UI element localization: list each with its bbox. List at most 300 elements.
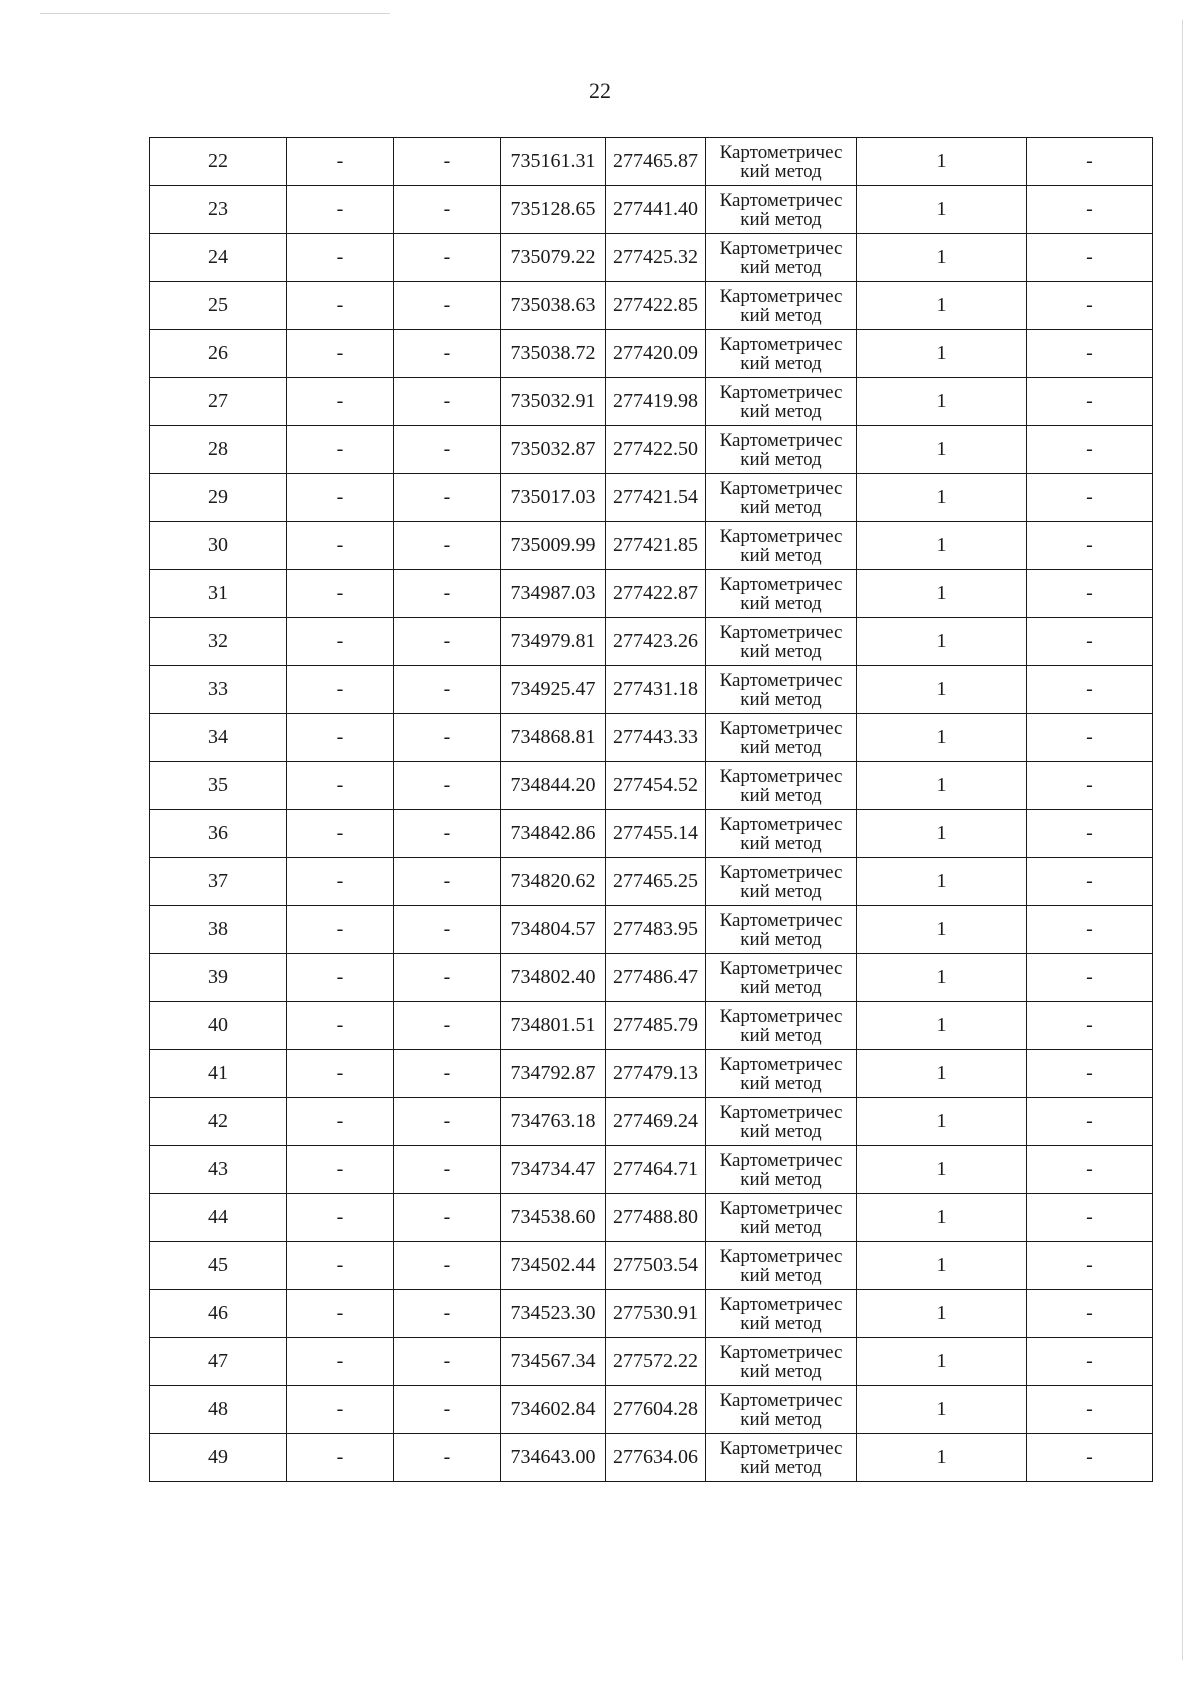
dash-cell-col2: - <box>287 906 394 954</box>
method-text-line2: кий метод <box>740 448 822 470</box>
dash-cell-col3: - <box>394 330 501 378</box>
method-cell <box>706 330 857 378</box>
table-row <box>150 1146 1153 1194</box>
dash-cell-col3: - <box>394 1146 501 1194</box>
method-cell <box>706 906 857 954</box>
y-coordinate-cell: 277423.26 <box>606 618 706 666</box>
method-text-line1: Картометричес <box>719 237 843 259</box>
table-row <box>150 1242 1153 1290</box>
method-text-line2: кий метод <box>740 1408 822 1430</box>
description-cell: - <box>1027 282 1153 330</box>
table-row <box>150 714 1153 762</box>
point-number-cell: 48 <box>150 1386 287 1434</box>
method-text-line1: Картометричес <box>719 1341 843 1363</box>
method-cell <box>706 810 857 858</box>
y-coordinate-cell: 277503.54 <box>606 1242 706 1290</box>
table-row <box>150 1290 1153 1338</box>
table-row <box>150 1386 1153 1434</box>
x-coordinate-cell: 735032.91 <box>501 378 606 426</box>
method-text-line2: кий метод <box>740 208 822 230</box>
method-text-line2: кий метод <box>740 1312 822 1334</box>
dash-cell-col3: - <box>394 570 501 618</box>
page-number: 22 <box>589 78 611 103</box>
dash-cell-col2: - <box>287 1146 394 1194</box>
point-number-cell: 43 <box>150 1146 287 1194</box>
accuracy-cell: 1 <box>857 666 1027 714</box>
y-coordinate-cell: 277486.47 <box>606 954 706 1002</box>
description-cell: - <box>1027 954 1153 1002</box>
method-text-line2: кий метод <box>740 496 822 518</box>
dash-cell-col3: - <box>394 426 501 474</box>
x-coordinate-cell: 734523.30 <box>501 1290 606 1338</box>
point-number-cell: 39 <box>150 954 287 1002</box>
y-coordinate-cell: 277488.80 <box>606 1194 706 1242</box>
table-row <box>150 954 1153 1002</box>
dash-cell-col2: - <box>287 858 394 906</box>
dash-cell-col2: - <box>287 618 394 666</box>
dash-cell-col2: - <box>287 570 394 618</box>
accuracy-cell: 1 <box>857 762 1027 810</box>
accuracy-cell: 1 <box>857 858 1027 906</box>
description-cell: - <box>1027 474 1153 522</box>
dash-cell-col2: - <box>287 1434 394 1482</box>
y-coordinate-cell: 277443.33 <box>606 714 706 762</box>
method-cell <box>706 570 857 618</box>
dash-cell-col3: - <box>394 1290 501 1338</box>
dash-cell-col2: - <box>287 474 394 522</box>
dash-cell-col2: - <box>287 1386 394 1434</box>
y-coordinate-cell: 277431.18 <box>606 666 706 714</box>
table-row <box>150 474 1153 522</box>
description-cell: - <box>1027 906 1153 954</box>
x-coordinate-cell: 734842.86 <box>501 810 606 858</box>
accuracy-cell: 1 <box>857 570 1027 618</box>
method-text-line1: Картометричес <box>719 1149 843 1171</box>
point-number-cell: 35 <box>150 762 287 810</box>
method-text-line2: кий метод <box>740 832 822 854</box>
point-number-cell: 46 <box>150 1290 287 1338</box>
point-number-cell: 22 <box>150 138 287 186</box>
method-cell <box>706 426 857 474</box>
y-coordinate-cell: 277454.52 <box>606 762 706 810</box>
point-number-cell: 49 <box>150 1434 287 1482</box>
point-number-cell: 32 <box>150 618 287 666</box>
point-number-cell: 25 <box>150 282 287 330</box>
right-margin-rule <box>1182 20 1183 1660</box>
method-cell <box>706 1242 857 1290</box>
method-text-line2: кий метод <box>740 1360 822 1382</box>
dash-cell-col2: - <box>287 282 394 330</box>
accuracy-cell: 1 <box>857 330 1027 378</box>
method-cell <box>706 1050 857 1098</box>
y-coordinate-cell: 277483.95 <box>606 906 706 954</box>
description-cell: - <box>1027 234 1153 282</box>
description-cell: - <box>1027 522 1153 570</box>
accuracy-cell: 1 <box>857 522 1027 570</box>
method-text-line1: Картометричес <box>719 717 843 739</box>
point-number-cell: 42 <box>150 1098 287 1146</box>
description-cell: - <box>1027 762 1153 810</box>
x-coordinate-cell: 735161.31 <box>501 138 606 186</box>
accuracy-cell: 1 <box>857 1386 1027 1434</box>
y-coordinate-cell: 277425.32 <box>606 234 706 282</box>
y-coordinate-cell: 277465.87 <box>606 138 706 186</box>
method-text-line1: Картометричес <box>719 1293 843 1315</box>
method-text-line2: кий метод <box>740 928 822 950</box>
accuracy-cell: 1 <box>857 1242 1027 1290</box>
x-coordinate-cell: 734868.81 <box>501 714 606 762</box>
point-number-cell: 34 <box>150 714 287 762</box>
accuracy-cell: 1 <box>857 474 1027 522</box>
method-text-line1: Картометричес <box>719 1053 843 1075</box>
dash-cell-col2: - <box>287 1194 394 1242</box>
method-text-line2: кий метод <box>740 1456 822 1478</box>
method-text-line2: кий метод <box>740 640 822 662</box>
description-cell: - <box>1027 138 1153 186</box>
table-row <box>150 330 1153 378</box>
dash-cell-col2: - <box>287 1050 394 1098</box>
accuracy-cell: 1 <box>857 1050 1027 1098</box>
table-row <box>150 810 1153 858</box>
dash-cell-col3: - <box>394 666 501 714</box>
description-cell: - <box>1027 1434 1153 1482</box>
point-number-cell: 44 <box>150 1194 287 1242</box>
method-cell <box>706 762 857 810</box>
table-row <box>150 426 1153 474</box>
dash-cell-col2: - <box>287 234 394 282</box>
accuracy-cell: 1 <box>857 954 1027 1002</box>
x-coordinate-cell: 734734.47 <box>501 1146 606 1194</box>
method-text-line1: Картометричес <box>719 957 843 979</box>
y-coordinate-cell: 277634.06 <box>606 1434 706 1482</box>
x-coordinate-cell: 735032.87 <box>501 426 606 474</box>
description-cell: - <box>1027 378 1153 426</box>
method-text-line2: кий метод <box>740 1072 822 1094</box>
dash-cell-col3: - <box>394 810 501 858</box>
x-coordinate-cell: 734643.00 <box>501 1434 606 1482</box>
y-coordinate-cell: 277469.24 <box>606 1098 706 1146</box>
table-row <box>150 138 1153 186</box>
dash-cell-col2: - <box>287 378 394 426</box>
method-text-line1: Картометричес <box>719 285 843 307</box>
x-coordinate-cell: 735128.65 <box>501 186 606 234</box>
dash-cell-col3: - <box>394 1434 501 1482</box>
method-text-line2: кий метод <box>740 400 822 422</box>
description-cell: - <box>1027 666 1153 714</box>
accuracy-cell: 1 <box>857 714 1027 762</box>
accuracy-cell: 1 <box>857 1146 1027 1194</box>
dash-cell-col3: - <box>394 1194 501 1242</box>
table-row <box>150 1002 1153 1050</box>
dash-cell-col3: - <box>394 858 501 906</box>
method-cell <box>706 1290 857 1338</box>
dash-cell-col3: - <box>394 378 501 426</box>
dash-cell-col2: - <box>287 714 394 762</box>
dash-cell-col2: - <box>287 330 394 378</box>
method-cell <box>706 858 857 906</box>
method-text-line2: кий метод <box>740 160 822 182</box>
x-coordinate-cell: 734567.34 <box>501 1338 606 1386</box>
accuracy-cell: 1 <box>857 1098 1027 1146</box>
y-coordinate-cell: 277421.54 <box>606 474 706 522</box>
table-row <box>150 858 1153 906</box>
accuracy-cell: 1 <box>857 1290 1027 1338</box>
method-text-line1: Картометричес <box>719 621 843 643</box>
x-coordinate-cell: 735038.63 <box>501 282 606 330</box>
table-row <box>150 1338 1153 1386</box>
y-coordinate-cell: 277422.87 <box>606 570 706 618</box>
method-text-line2: кий метод <box>740 1264 822 1286</box>
point-number-cell: 31 <box>150 570 287 618</box>
y-coordinate-cell: 277572.22 <box>606 1338 706 1386</box>
y-coordinate-cell: 277455.14 <box>606 810 706 858</box>
description-cell: - <box>1027 1242 1153 1290</box>
method-cell <box>706 666 857 714</box>
method-text-line1: Картометричес <box>719 525 843 547</box>
dash-cell-col2: - <box>287 426 394 474</box>
method-cell <box>706 282 857 330</box>
method-cell <box>706 1002 857 1050</box>
accuracy-cell: 1 <box>857 234 1027 282</box>
method-cell <box>706 186 857 234</box>
y-coordinate-cell: 277422.85 <box>606 282 706 330</box>
point-number-cell: 40 <box>150 1002 287 1050</box>
method-text-line2: кий метод <box>740 1024 822 1046</box>
top-rule <box>40 13 390 14</box>
y-coordinate-cell: 277441.40 <box>606 186 706 234</box>
dash-cell-col2: - <box>287 810 394 858</box>
method-cell <box>706 714 857 762</box>
accuracy-cell: 1 <box>857 426 1027 474</box>
method-text-line1: Картометричес <box>719 669 843 691</box>
table-row <box>150 1434 1153 1482</box>
x-coordinate-cell: 734979.81 <box>501 618 606 666</box>
x-coordinate-cell: 735009.99 <box>501 522 606 570</box>
y-coordinate-cell: 277464.71 <box>606 1146 706 1194</box>
y-coordinate-cell: 277419.98 <box>606 378 706 426</box>
method-text-line1: Картометричес <box>719 861 843 883</box>
dash-cell-col3: - <box>394 906 501 954</box>
point-number-cell: 28 <box>150 426 287 474</box>
accuracy-cell: 1 <box>857 810 1027 858</box>
table-row <box>150 906 1153 954</box>
table-row <box>150 1098 1153 1146</box>
description-cell: - <box>1027 858 1153 906</box>
x-coordinate-cell: 734804.57 <box>501 906 606 954</box>
point-number-cell: 24 <box>150 234 287 282</box>
table-row <box>150 522 1153 570</box>
method-text-line1: Картометричес <box>719 429 843 451</box>
dash-cell-col3: - <box>394 138 501 186</box>
description-cell: - <box>1027 186 1153 234</box>
x-coordinate-cell: 734763.18 <box>501 1098 606 1146</box>
method-text-line1: Картометричес <box>719 813 843 835</box>
table-row <box>150 186 1153 234</box>
method-cell <box>706 618 857 666</box>
point-number-cell: 37 <box>150 858 287 906</box>
dash-cell-col2: - <box>287 138 394 186</box>
method-cell <box>706 954 857 1002</box>
method-text-line1: Картометричес <box>719 333 843 355</box>
point-number-cell: 27 <box>150 378 287 426</box>
dash-cell-col2: - <box>287 186 394 234</box>
method-text-line1: Картометричес <box>719 1101 843 1123</box>
x-coordinate-cell: 734925.47 <box>501 666 606 714</box>
table-row <box>150 666 1153 714</box>
method-text-line2: кий метод <box>740 1168 822 1190</box>
x-coordinate-cell: 734802.40 <box>501 954 606 1002</box>
dash-cell-col3: - <box>394 954 501 1002</box>
point-number-cell: 29 <box>150 474 287 522</box>
method-cell <box>706 234 857 282</box>
method-cell <box>706 1146 857 1194</box>
method-cell <box>706 1338 857 1386</box>
dash-cell-col2: - <box>287 1098 394 1146</box>
dash-cell-col2: - <box>287 1338 394 1386</box>
table-row <box>150 282 1153 330</box>
description-cell: - <box>1027 1386 1153 1434</box>
method-cell <box>706 378 857 426</box>
method-text-line2: кий метод <box>740 592 822 614</box>
description-cell: - <box>1027 1338 1153 1386</box>
method-text-line2: кий метод <box>740 304 822 326</box>
table-row <box>150 378 1153 426</box>
y-coordinate-cell: 277530.91 <box>606 1290 706 1338</box>
description-cell: - <box>1027 1002 1153 1050</box>
description-cell: - <box>1027 570 1153 618</box>
coordinates-table <box>149 137 1153 1482</box>
method-text-line1: Картометричес <box>719 573 843 595</box>
method-text-line1: Картометричес <box>719 909 843 931</box>
dash-cell-col3: - <box>394 618 501 666</box>
description-cell: - <box>1027 1290 1153 1338</box>
method-cell <box>706 522 857 570</box>
method-text-line1: Картометричес <box>719 765 843 787</box>
y-coordinate-cell: 277604.28 <box>606 1386 706 1434</box>
method-text-line1: Картометричес <box>719 1245 843 1267</box>
method-text-line2: кий метод <box>740 784 822 806</box>
method-text-line1: Картометричес <box>719 1005 843 1027</box>
method-text-line2: кий метод <box>740 688 822 710</box>
description-cell: - <box>1027 1050 1153 1098</box>
point-number-cell: 36 <box>150 810 287 858</box>
dash-cell-col3: - <box>394 474 501 522</box>
accuracy-cell: 1 <box>857 378 1027 426</box>
method-text-line2: кий метод <box>740 352 822 374</box>
table-row <box>150 570 1153 618</box>
point-number-cell: 41 <box>150 1050 287 1098</box>
y-coordinate-cell: 277420.09 <box>606 330 706 378</box>
method-text-line1: Картометричес <box>719 381 843 403</box>
accuracy-cell: 1 <box>857 1434 1027 1482</box>
description-cell: - <box>1027 714 1153 762</box>
dash-cell-col3: - <box>394 1242 501 1290</box>
method-cell <box>706 138 857 186</box>
y-coordinate-cell: 277479.13 <box>606 1050 706 1098</box>
point-number-cell: 38 <box>150 906 287 954</box>
method-text-line2: кий метод <box>740 976 822 998</box>
table-row <box>150 1194 1153 1242</box>
method-text-line2: кий метод <box>740 256 822 278</box>
table-row <box>150 618 1153 666</box>
point-number-cell: 30 <box>150 522 287 570</box>
method-cell <box>706 1194 857 1242</box>
description-cell: - <box>1027 618 1153 666</box>
x-coordinate-cell: 734502.44 <box>501 1242 606 1290</box>
table-row <box>150 234 1153 282</box>
method-cell <box>706 1434 857 1482</box>
y-coordinate-cell: 277421.85 <box>606 522 706 570</box>
point-number-cell: 23 <box>150 186 287 234</box>
dash-cell-col3: - <box>394 1002 501 1050</box>
accuracy-cell: 1 <box>857 138 1027 186</box>
method-text-line1: Картометричес <box>719 1437 843 1459</box>
accuracy-cell: 1 <box>857 1338 1027 1386</box>
x-coordinate-cell: 734792.87 <box>501 1050 606 1098</box>
x-coordinate-cell: 734801.51 <box>501 1002 606 1050</box>
method-text-line2: кий метод <box>740 880 822 902</box>
accuracy-cell: 1 <box>857 1002 1027 1050</box>
accuracy-cell: 1 <box>857 282 1027 330</box>
table-row <box>150 762 1153 810</box>
x-coordinate-cell: 735038.72 <box>501 330 606 378</box>
x-coordinate-cell: 734820.62 <box>501 858 606 906</box>
accuracy-cell: 1 <box>857 906 1027 954</box>
dash-cell-col3: - <box>394 1338 501 1386</box>
method-cell <box>706 1098 857 1146</box>
description-cell: - <box>1027 1194 1153 1242</box>
accuracy-cell: 1 <box>857 186 1027 234</box>
description-cell: - <box>1027 1146 1153 1194</box>
method-text-line2: кий метод <box>740 736 822 758</box>
point-number-cell: 26 <box>150 330 287 378</box>
dash-cell-col3: - <box>394 522 501 570</box>
dash-cell-col3: - <box>394 762 501 810</box>
dash-cell-col2: - <box>287 1290 394 1338</box>
dash-cell-col2: - <box>287 666 394 714</box>
dash-cell-col2: - <box>287 1002 394 1050</box>
method-text-line1: Картометричес <box>719 1197 843 1219</box>
dash-cell-col3: - <box>394 1386 501 1434</box>
description-cell: - <box>1027 810 1153 858</box>
point-number-cell: 33 <box>150 666 287 714</box>
x-coordinate-cell: 735017.03 <box>501 474 606 522</box>
dash-cell-col2: - <box>287 1242 394 1290</box>
point-number-cell: 47 <box>150 1338 287 1386</box>
dash-cell-col2: - <box>287 954 394 1002</box>
y-coordinate-cell: 277465.25 <box>606 858 706 906</box>
x-coordinate-cell: 734987.03 <box>501 570 606 618</box>
accuracy-cell: 1 <box>857 1194 1027 1242</box>
dash-cell-col3: - <box>394 234 501 282</box>
dash-cell-col3: - <box>394 1050 501 1098</box>
accuracy-cell: 1 <box>857 618 1027 666</box>
dash-cell-col2: - <box>287 522 394 570</box>
method-text-line1: Картометричес <box>719 477 843 499</box>
dash-cell-col3: - <box>394 714 501 762</box>
y-coordinate-cell: 277485.79 <box>606 1002 706 1050</box>
x-coordinate-cell: 734602.84 <box>501 1386 606 1434</box>
x-coordinate-cell: 734538.60 <box>501 1194 606 1242</box>
dash-cell-col3: - <box>394 1098 501 1146</box>
method-cell <box>706 474 857 522</box>
point-number-cell: 45 <box>150 1242 287 1290</box>
dash-cell-col2: - <box>287 762 394 810</box>
method-text-line2: кий метод <box>740 544 822 566</box>
dash-cell-col3: - <box>394 282 501 330</box>
table-body <box>150 138 1153 1482</box>
table-row <box>150 1050 1153 1098</box>
